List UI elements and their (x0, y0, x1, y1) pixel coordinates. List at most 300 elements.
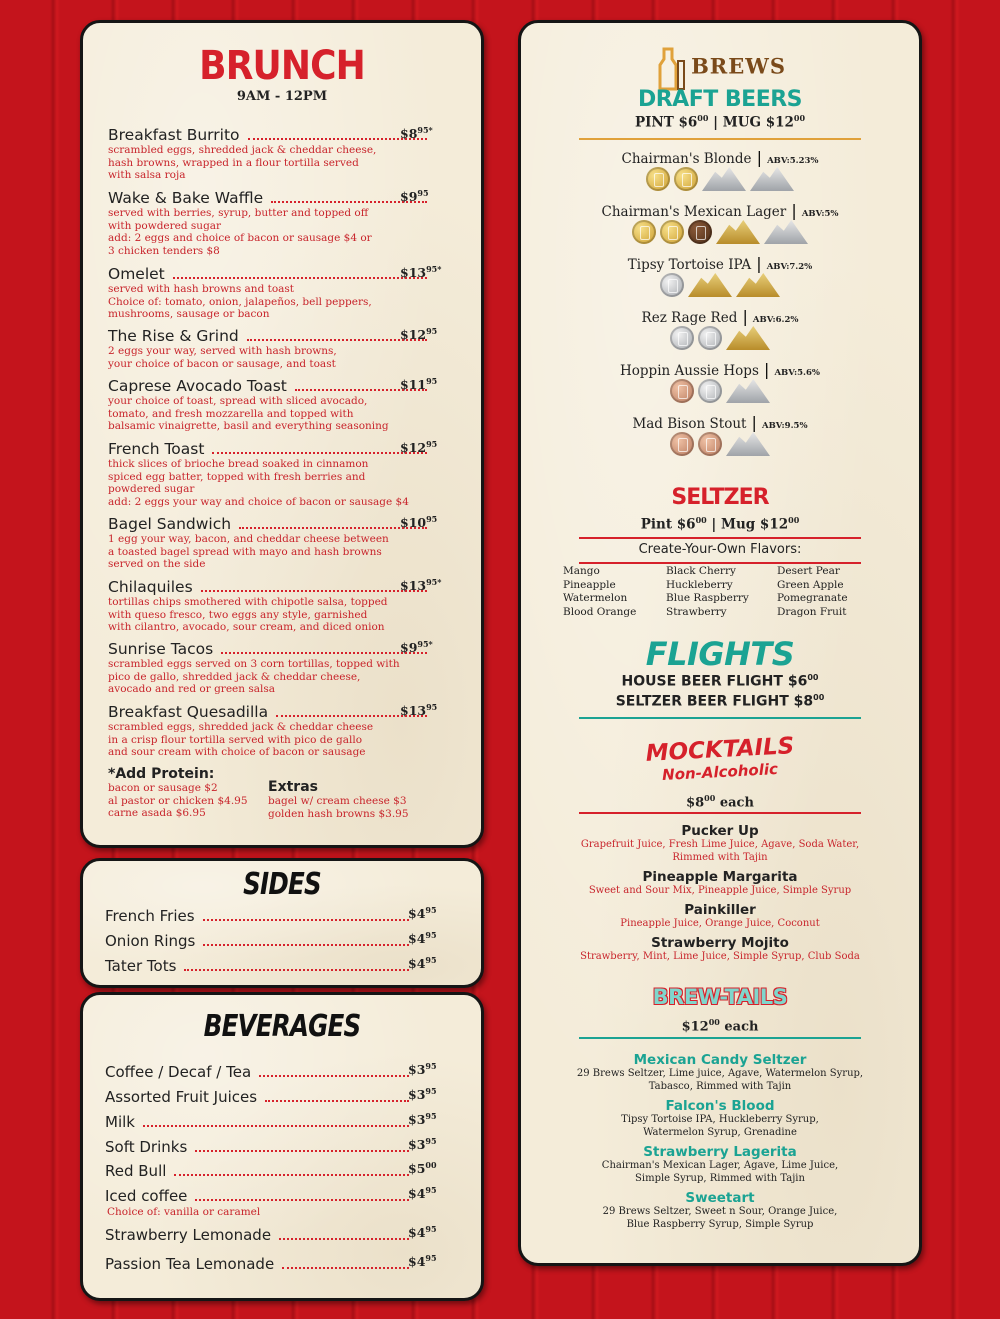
seltzer-title: SELTZER (671, 485, 769, 510)
dot-leader (259, 1075, 409, 1077)
medal-icon (698, 432, 722, 456)
menu-item-name: Bagel Sandwich (108, 515, 232, 533)
menu-item-description (108, 345, 433, 370)
pint-price: 6 (687, 114, 698, 131)
pint-price: 6 (686, 516, 696, 533)
description-line: mushrooms, sausage or bacon (108, 308, 270, 320)
price-cents: 95 (425, 905, 437, 915)
menu-item-name: Chilaquiles (108, 578, 193, 596)
description-line: your choice of toast, spread with sliced avocado, (108, 395, 368, 407)
beer-name: Chairman's Blonde (621, 151, 752, 167)
price-cents: 95 (425, 1253, 437, 1263)
drink-description: 29 Brews Seltzer, Sweet n Sour, Orange Juice, (602, 1206, 838, 1217)
sides-item (105, 932, 415, 950)
medal-icon (660, 273, 684, 297)
price-cents: 95 (425, 1224, 437, 1234)
beer-name: Chairman's Mexican Lager (601, 204, 787, 220)
mocktails-subtitle: Non-Alcoholic (661, 759, 779, 785)
menu-item (108, 640, 433, 696)
flavor-name: Pineapple (563, 578, 616, 591)
drink-item (521, 1144, 919, 1185)
medal-icon (646, 167, 670, 191)
mug-cents: 00 (788, 515, 800, 525)
menu-item-price (400, 376, 437, 392)
drink-name: Falcon's Blood (665, 1098, 775, 1114)
menu-item-price (400, 639, 433, 655)
price-cents: 95* (417, 639, 433, 649)
flavor-name: Blue Raspberry (666, 592, 749, 604)
beer-item: Tipsy Tortoise IPA | ABV:7.2% (627, 254, 813, 273)
price-cents: 95 (425, 1086, 437, 1096)
description-line: scrambled eggs, shredded jack & cheddar cheese (108, 721, 374, 733)
menu-item-name: Caprese Avocado Toast (108, 377, 287, 395)
menu-item-description (108, 144, 433, 182)
price-cents: 95 (426, 326, 438, 336)
price-main: $10 (400, 515, 427, 531)
flight-item (521, 673, 919, 690)
menu-item-name: Assorted Fruit Juices (105, 1088, 258, 1106)
flight-name: HOUSE BEER FLIGHT (621, 673, 783, 690)
price-main: $13 (400, 703, 427, 719)
dot-leader (265, 1100, 409, 1102)
menu-item-name: Omelet (108, 265, 165, 283)
draft-pricing (521, 113, 919, 131)
menu-item-row (108, 327, 433, 345)
drink-item (521, 823, 919, 864)
medal-icon (698, 379, 722, 403)
mug-cents: 00 (793, 113, 806, 123)
description-line: with salsa roja (108, 169, 186, 181)
drink-item (521, 869, 919, 898)
description-line: hash browns, wrapped in a flour tortilla served (108, 156, 359, 169)
menu-item-name: Milk (105, 1113, 135, 1131)
menu-item-price (400, 264, 441, 280)
beverages-item (105, 1187, 415, 1205)
dot-leader (184, 969, 409, 971)
beverages-item (105, 1063, 415, 1081)
menu-item-price (408, 1253, 437, 1269)
drink-description: Tabasco, Rimmed with Tajin (648, 1080, 792, 1092)
description-line: 3 chicken tenders $8 (108, 244, 220, 257)
description-line: powdered sugar (108, 483, 195, 495)
price-main: $4 (408, 931, 426, 947)
drink-name: Strawberry Lagerita (643, 1144, 797, 1160)
menu-item-price (400, 188, 429, 204)
pint-cents: 00 (697, 113, 709, 123)
beverages-item (105, 1255, 415, 1273)
beer-name: Mad Bison Stout (632, 416, 747, 432)
protein-option: al pastor or chicken $4.95 (108, 794, 248, 807)
menu-item-name: Wake & Bake Waffle (108, 189, 264, 207)
brewtails-price (521, 1017, 919, 1034)
menu-item-price (408, 955, 437, 971)
menu-item-price (400, 439, 437, 455)
price-cents: 95 (425, 1185, 437, 1195)
drink-name: Sweetart (685, 1190, 755, 1206)
price-separator: | (713, 114, 719, 131)
flavor-name: Desert Pear (777, 565, 840, 577)
drink-item (521, 902, 919, 931)
beer-item: Rez Rage Red | ABV:6.2% (641, 307, 799, 326)
description-line: avocado and red or green salsa (108, 683, 276, 695)
description-line: with powdered sugar (108, 219, 222, 232)
menu-item-row (108, 126, 433, 144)
flavor-name: Black Cherry (666, 565, 736, 577)
menu-item-name: Breakfast Burrito (108, 126, 240, 144)
description-line: with cilantro, avocado, sour cream, and diced onion (108, 621, 385, 633)
drink-name: Pucker Up (681, 823, 759, 839)
drink-item (521, 1190, 919, 1231)
menu-item-description (108, 596, 433, 634)
menu-item-description (108, 721, 433, 759)
dot-leader (282, 1267, 409, 1269)
price-cents: 95* (426, 577, 442, 587)
price-main: $3 (408, 1087, 426, 1103)
menu-item (108, 578, 433, 634)
pint-cents: 00 (695, 515, 707, 525)
price-separator: | (711, 516, 717, 533)
description-line: scrambled eggs served on 3 corn tortillas, topped with (108, 658, 400, 670)
seltzer-pricing (521, 515, 919, 533)
beer-abv: ABV:5.6% (774, 368, 820, 378)
beer-medals (521, 432, 919, 456)
flavor-column (666, 565, 749, 619)
price-main: $13 (400, 578, 427, 594)
beer-medals (521, 379, 919, 403)
price-main: $4 (408, 1225, 426, 1241)
price-main: $4 (408, 906, 426, 922)
flavor-column (563, 565, 636, 619)
mug-price: 12 (769, 516, 789, 533)
flavor-name: Mango (563, 565, 600, 577)
price-cents: 95 (425, 955, 437, 965)
drink-name: Pineapple Margarita (642, 869, 798, 885)
draft-divider (579, 138, 861, 140)
flight-name: SELTZER BEER FLIGHT (615, 693, 789, 710)
dot-leader (195, 1199, 409, 1201)
drink-description: Strawberry, Mint, Lime Juice, Simple Syrup, Club Soda (580, 951, 860, 962)
drink-description: Grapefruit Juice, Fresh Lime Juice, Agave, Soda Water, (580, 839, 860, 850)
beverages-item (105, 1113, 415, 1131)
seltzer-flavors-title: Create-Your-Own Flavors: (638, 542, 802, 557)
menu-item (108, 327, 433, 370)
description-line: served on the side (108, 558, 206, 570)
menu-item-description (108, 458, 433, 508)
dot-leader (173, 277, 427, 279)
mug-price: 12 (775, 114, 794, 131)
menu-item-note: Choice of: vanilla or caramel (107, 1206, 261, 1218)
menu-item-name: Breakfast Quesadilla (108, 703, 269, 721)
sides-panel (80, 858, 484, 988)
menu-item-price (408, 1185, 437, 1201)
brews-panel (518, 20, 922, 1266)
menu-item (108, 189, 433, 257)
description-line: tortillas chips smothered with chipotle salsa, topped (108, 596, 388, 608)
drink-item (521, 1052, 919, 1093)
flavor-column (777, 565, 848, 619)
drink-description: Blue Raspberry Syrup, Simple Syrup (626, 1218, 814, 1230)
beer-item: Mad Bison Stout | ABV:9.5% (632, 413, 808, 432)
medal-icon (660, 220, 684, 244)
menu-item-price (408, 905, 437, 921)
medal-icon (674, 167, 698, 191)
price-cents: 95 (425, 1136, 437, 1146)
pint-label: PINT $ (634, 114, 688, 131)
brewtails-price-suffix: each (724, 1019, 759, 1035)
menu-item-name: Passion Tea Lemonade (105, 1255, 275, 1273)
menu-item-price (400, 577, 441, 593)
dot-leader (203, 944, 409, 946)
mocktails-divider (579, 812, 861, 814)
brewtails-price-cents: 00 (708, 1017, 720, 1027)
menu-item-price (408, 1136, 437, 1152)
extras-title: Extras (268, 779, 318, 795)
beer-medals (521, 220, 919, 244)
competition-award-icon (688, 273, 732, 297)
price-cents: 95 (425, 1061, 437, 1071)
dot-leader (239, 527, 427, 529)
menu-item-name: Onion Rings (105, 932, 196, 950)
description-line: a toasted bagel spread with mayo and hash browns (108, 545, 382, 558)
description-line: your choice of bacon or sausage, and toast (108, 357, 336, 370)
drink-name: Strawberry Mojito (651, 935, 789, 951)
extras-option: golden hash browns $3.95 (268, 807, 409, 820)
add-protein-list (108, 782, 248, 820)
price-cents: 95* (417, 125, 433, 135)
brewtails-price-main: $12 (681, 1019, 709, 1035)
menu-item (108, 515, 433, 571)
beer-medals (521, 167, 919, 191)
flavor-name: Pomegranate (777, 592, 848, 604)
menu-item-description (108, 533, 433, 571)
menu-item-row (108, 515, 433, 533)
mug-label: Mug $ (721, 516, 770, 533)
menu-item (108, 265, 433, 321)
beverages-item (105, 1162, 415, 1180)
flavor-name: Green Apple (777, 578, 844, 591)
beer-abv: ABV:5% (801, 209, 839, 219)
price-main: $3 (408, 1112, 426, 1128)
menu-item-row (108, 640, 433, 658)
competition-award-icon (702, 167, 746, 191)
description-line: Choice of: tomato, onion, jalapeños, bell peppers, (108, 295, 372, 308)
beverages-item (105, 1138, 415, 1156)
seltzer-divider-top (579, 537, 861, 539)
brunch-panel (80, 20, 484, 848)
price-main: $11 (400, 377, 427, 393)
flight-price: $6 (787, 673, 808, 690)
price-cents: 95 (426, 514, 438, 524)
mocktails-price-cents: 00 (704, 793, 716, 803)
price-cents: 95 (425, 930, 437, 940)
menu-item (108, 440, 433, 508)
mocktails-title: MOCKTAILS (645, 733, 795, 767)
competition-award-icon (726, 326, 770, 350)
extras-option: bagel w/ cream cheese $3 (268, 795, 407, 807)
menu-item-price (400, 125, 433, 141)
brunch-hours: 9AM - 12PM (236, 89, 328, 104)
menu-item-row (108, 440, 433, 458)
price-main: $8 (400, 126, 418, 142)
brewtails-title: BREW-TAILS (652, 985, 788, 1009)
menu-item (108, 126, 433, 182)
protein-option: bacon or sausage $2 (108, 782, 218, 794)
menu-item-name: Coffee / Decaf / Tea (105, 1063, 252, 1081)
menu-item-name: Strawberry Lemonade (105, 1226, 272, 1244)
price-cents: 00 (425, 1160, 437, 1170)
menu-item-price (400, 702, 437, 718)
menu-item-price (408, 1086, 437, 1102)
dot-leader (212, 452, 427, 454)
menu-item-name: French Toast (108, 440, 205, 458)
beer-name: Rez Rage Red (641, 310, 738, 326)
flight-item (521, 693, 919, 710)
dot-leader (174, 1174, 409, 1176)
extras-list (268, 795, 409, 820)
add-protein-title: *Add Protein: (108, 766, 215, 782)
menu-item (108, 703, 433, 759)
competition-award-icon (716, 220, 760, 244)
menu-item-row (108, 265, 433, 283)
description-line: tomato, and fresh mozzarella and topped with (108, 407, 354, 420)
menu-item-row (108, 703, 433, 721)
description-line: and sour cream with choice of bacon or sausage (108, 746, 366, 758)
menu-item-price (400, 326, 437, 342)
description-line: 1 egg your way, bacon, and cheddar cheese between (108, 533, 389, 545)
medal-icon (632, 220, 656, 244)
mocktails-price-suffix: each (719, 795, 754, 811)
mocktails-price-main: $8 (686, 795, 705, 811)
description-line: pico de gallo, shredded jack & cheddar cheese, (108, 670, 361, 683)
menu-item-row (108, 377, 433, 395)
price-cents: 95 (425, 1111, 437, 1121)
flight-price: $8 (793, 693, 814, 710)
drink-description: Chairman's Mexican Lager, Agave, Lime Juice, (601, 1160, 839, 1171)
flavor-name: Huckleberry (666, 578, 733, 591)
drink-description: 29 Brews Seltzer, Lime juice, Agave, Watermelon Syrup, (576, 1068, 864, 1079)
price-main: $4 (408, 1254, 426, 1270)
price-main: $13 (400, 265, 427, 281)
menu-item-description (108, 207, 433, 257)
competition-award-icon (726, 379, 770, 403)
description-line: served with berries, syrup, butter and topped off (108, 207, 369, 219)
competition-award-icon (736, 273, 780, 297)
drink-name: Mexican Candy Seltzer (633, 1052, 807, 1068)
dot-leader (201, 590, 427, 592)
brewtails-divider (579, 1037, 861, 1039)
flavor-name: Blood Orange (563, 605, 637, 618)
competition-award-icon (750, 167, 794, 191)
menu-item-row (108, 578, 433, 596)
seltzer-divider-bottom (579, 562, 861, 564)
description-line: add: 2 eggs your way and choice of bacon or sausage $4 (108, 495, 409, 508)
price-main: $3 (408, 1137, 426, 1153)
flight-price-cents: 00 (807, 673, 819, 682)
dot-leader (143, 1125, 409, 1127)
drink-description: Simple Syrup, Rimmed with Tajin (635, 1172, 805, 1184)
menu-item-name: French Fries (105, 907, 195, 925)
menu-item-description (108, 283, 433, 321)
description-line: thick slices of brioche bread soaked in cinnamon (108, 458, 369, 470)
sides-title: SIDES (243, 867, 321, 902)
competition-award-icon (764, 220, 808, 244)
beer-name: Hoppin Aussie Hops (620, 363, 759, 379)
menu-item-name: Tater Tots (105, 957, 177, 975)
menu-item-price (408, 1224, 437, 1240)
beer-abv: ABV:6.2% (752, 315, 799, 325)
drink-name: Painkiller (684, 902, 756, 918)
flavor-name: Dragon Fruit (777, 605, 847, 618)
brews-brand-name: BREWS (691, 53, 787, 79)
menu-item-name: Iced coffee (105, 1187, 188, 1205)
drink-item (521, 935, 919, 964)
flavor-name: Strawberry (666, 605, 727, 618)
medal-icon (670, 432, 694, 456)
beverages-title: BEVERAGES (203, 1009, 361, 1044)
description-line: balsamic vinaigrette, basil and everything seasoning (108, 420, 389, 432)
menu-item-name: Soft Drinks (105, 1138, 188, 1156)
beer-abv: ABV:9.5% (762, 421, 808, 431)
draft-beers-title: DRAFT BEERS (637, 87, 803, 112)
price-main: $4 (408, 956, 426, 972)
description-line: with queso fresco, two eggs any style, garnished (108, 608, 368, 621)
flight-price-cents: 00 (813, 693, 825, 702)
menu-item-description (108, 395, 433, 433)
medal-icon (670, 326, 694, 350)
menu-item-price (408, 1111, 437, 1127)
competition-award-icon (726, 432, 770, 456)
medal-icon (698, 326, 722, 350)
price-main: $9 (400, 189, 418, 205)
drink-description: Tipsy Tortoise IPA, Huckleberry Syrup, (621, 1114, 819, 1125)
menu-item-price (400, 514, 437, 530)
flights-divider (579, 717, 861, 719)
description-line: scrambled eggs, shredded jack & cheddar cheese, (108, 144, 377, 156)
beer-medals (521, 326, 919, 350)
price-main: $5 (408, 1161, 426, 1177)
dot-leader (203, 919, 409, 921)
drink-description: Sweet and Sour Mix, Pineapple Juice, Simple Syrup (588, 885, 852, 896)
price-cents: 95 (426, 702, 438, 712)
beer-bottle-icon (654, 47, 686, 91)
pint-label: Pint $ (640, 516, 687, 533)
price-main: $9 (400, 640, 418, 656)
menu-item-name: The Rise & Grind (108, 327, 239, 345)
beer-abv: ABV:7.2% (766, 262, 813, 272)
beer-name: Tipsy Tortoise IPA (627, 257, 752, 273)
menu-item-description (108, 658, 433, 696)
price-main: $12 (400, 327, 427, 343)
beer-item: Hoppin Aussie Hops | ABV:5.6% (620, 360, 820, 379)
sides-item (105, 907, 415, 925)
price-main: $12 (400, 440, 427, 456)
beverages-item (105, 1088, 415, 1106)
medal-icon (670, 379, 694, 403)
brews-logo (521, 47, 919, 91)
menu-item-name: Sunrise Tacos (108, 640, 214, 658)
beer-abv: ABV:5.23% (767, 156, 819, 166)
drink-item (521, 1098, 919, 1139)
dot-leader (195, 1150, 409, 1152)
price-main: $4 (408, 1186, 426, 1202)
price-cents: 95 (417, 188, 429, 198)
brunch-title: BRUNCH (199, 43, 365, 89)
description-line: in a crisp flour tortilla served with pico de gallo (108, 733, 363, 746)
menu-item-name: Red Bull (105, 1162, 167, 1180)
dot-leader (279, 1238, 409, 1240)
drink-description: Pineapple Juice, Orange Juice, Coconut (620, 918, 820, 929)
description-line: 2 eggs your way, served with hash browns, (108, 345, 337, 357)
